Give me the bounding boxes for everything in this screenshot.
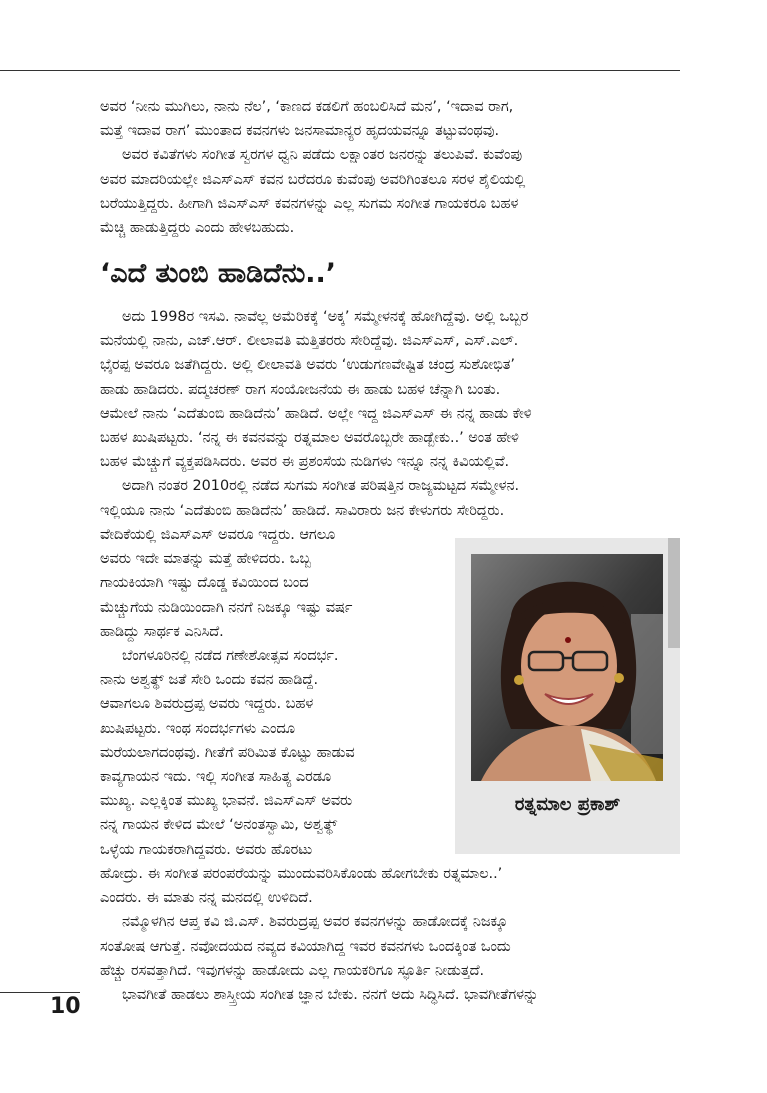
text-line: ನಮ್ಮೊಳಗಿನ ಆಪ್ತ ಕವಿ ಜಿ.ಎಸ್. ಶಿವರುದ್ರಪ್ಪ ಅವರ ಕವನಗಳನ್ನು ಹಾಡೋದಕ್ಕೆ ನಿಜಕ್ಕೂ [122, 914, 508, 931]
header-rule [0, 70, 680, 71]
text-line: ಬಹಳ ಖುಷಿಪಟ್ಟರು. ‘ನನ್ನ ಈ ಕವನವನ್ನು ರತ್ನಮಾಲ ಅವರೊಬ್ಬರೇ ಹಾಡ್ಬೇಕು..’ ಅಂತ ಹೇಳಿ [100, 430, 519, 447]
text-line: ಹಾಡಿದ್ದು ಸಾರ್ಥಕ ಎನಿಸಿದೆ. [100, 623, 224, 640]
body-text [100, 305, 680, 523]
text-line: ಇಲ್ಲಿಯೂ ನಾನು ‘ಎದೆತುಂಬಿ ಹಾಡಿದೆನು’ ಹಾಡಿದೆ. ಸಾವಿರಾರು ಜನ ಕೇಳುಗರು ಸೇರಿದ್ದರು. [100, 502, 505, 519]
text-line: ಎಂದರು. ಈ ಮಾತು ನನ್ನ ಮನದಲ್ಲಿ ಉಳಿದಿದೆ. [100, 890, 313, 907]
text-line: ಅದು 1998ರ ಇಸವಿ. ನಾವೆಲ್ಲ ಅಮೆರಿಕಕ್ಕೆ ‘ಅಕ್ಕ’ ಸಮ್ಮೇಳನಕ್ಕೆ ಹೋಗಿದ್ದೆವು. ಅಲ್ಲಿ ಒಬ್ಬರ [122, 309, 529, 325]
text-line: ಹಾಡು ಹಾಡಿದರು. ಪದ್ಮಚರಣ್ ರಾಗ ಸಂಯೋಜನೆಯ ಈ ಹಾಡು ಬಹಳ ಚೆನ್ನಾಗಿ ಬಂತು. [100, 381, 501, 398]
portrait-photo [471, 554, 663, 781]
text-line: ಮತ್ತೆ ಇದಾವ ರಾಗ’ ಮುಂತಾದ ಕವನಗಳು ಜನಸಾಮಾನ್ಯರ ಹೃದಯವನ್ನೂ ತಟ್ಟುವಂಥವು. [100, 123, 500, 140]
text-line: ನನ್ನ ಗಾಯನ ಕೇಳಿದ ಮೇಲೆ ‘ಅನಂತಸ್ವಾಮಿ, ಅಶ್ವತ್ಥ್ [100, 817, 338, 834]
text-line: ನಾನು ಅಶ್ವತ್ಥ್ ಜತೆ ಸೇರಿ ಒಂದು ಕವನ ಹಾಡಿದ್ದೆ. [100, 672, 319, 689]
text-line: ಹೆಚ್ಚು ರಸವತ್ತಾಗಿದೆ. ಇವುಗಳನ್ನು ಹಾಡೋದು ಎಲ್ಲ ಗಾಯಕರಿಗೂ ಸ್ಫೂರ್ತಿ ನೀಡುತ್ತದೆ. [100, 962, 485, 979]
text-line: ಆವಾಗಲೂ ಶಿವರುದ್ರಪ್ಪ ಅವರು ಇದ್ದರು. ಬಹಳ [100, 696, 314, 713]
text-line: ಅವರ ‘ನೀನು ಮುಗಿಲು, ನಾನು ನೆಲ’, ‘ಕಾಣದ ಕಡಲಿಗೆ ಹಂಬಲಿಸಿದೆ ಮನ’, ‘ಇದಾವ ರಾಗ, [100, 99, 514, 115]
text-line: ಸಂತೋಷ ಆಗುತ್ತೆ. ನವೋದಯದ ನವ್ಯದ ಕವಿಯಾಗಿದ್ದ ಇವರ ಕವನಗಳು ಒಂದಕ್ಕಿಂತ ಒಂದು [100, 938, 511, 955]
text-line: ಮೆಚ್ಚಿ ಹಾಡುತ್ತಿದ್ದರು ಎಂದು ಹೇಳಬಹುದು. [100, 220, 295, 237]
text-line: ಖುಷಿಪಟ್ಟರು. ಇಂಥ ಸಂದರ್ಭಗಳು ಎಂದೂ [100, 720, 295, 737]
section-heading: ‘ಎದೆ ತುಂಬಿ ಹಾಡಿದೆನು..’ [100, 258, 337, 289]
text-line: ಅವರ ಕವಿತೆಗಳು ಸಂಗೀತ ಸ್ವರಗಳ ಧ್ವನಿ ಪಡೆದು ಲಕ್ಷಾಂತರ ಜನರನ್ನು ತಲುಪಿವೆ. ಕುವೆಂಪು [122, 147, 523, 164]
wrapped-text [100, 523, 442, 862]
photo-caption: ರತ್ನಮಾಲ ಪ್ರಕಾಶ್ [514, 794, 621, 815]
text-line: ಬರೆಯುತ್ತಿದ್ದರು. ಹೀಗಾಗಿ ಜಿಎಸ್‌ಎಸ್ ಕವನಗಳನ್ನು ಎಲ್ಲ ಸುಗಮ ಸಂಗೀತ ಗಾಯಕರೂ ಬಹಳ [100, 195, 519, 212]
text-line: ಮೆಚ್ಚುಗೆಯ ನುಡಿಯಿಂದಾಗಿ ನನಗೆ ನಿಜಕ್ಕೂ ಇಷ್ಟು ವರ್ಷ [100, 599, 353, 616]
intro-text [100, 95, 680, 240]
text-line: ಒಳ್ಳೆಯ ಗಾಯಕರಾಗಿದ್ದವರು. ಅವರು ಹೊರಟು [100, 841, 313, 858]
photo-accent-bar [668, 538, 680, 648]
portrait-illustration [471, 554, 663, 781]
text-line: ಗಾಯಕಿಯಾಗಿ ಇಷ್ಟು ದೊಡ್ಡ ಕವಿಯಿಂದ ಬಂದ [100, 575, 309, 592]
text-line: ಮನೆಯಲ್ಲಿ ನಾನು, ಎಚ್.ಆರ್. ಲೀಲಾವತಿ ಮತ್ತಿತರರು ಸೇರಿದ್ದೆವು. ಜಿಎಸ್‌ಎಸ್, ಎಸ್.ಎಲ್. [100, 333, 519, 350]
text-line: ಮರೆಯಲಾಗದಂಥವು. ಗೀತೆಗೆ ಪರಿಮಿತ ಕೊಟ್ಟು ಹಾಡುವ [100, 744, 355, 761]
footer-rule [0, 992, 80, 993]
text-line: ಆಮೇಲೆ ನಾನು ‘ಎದೆತುಂಬಿ ಹಾಡಿದೆನು’ ಹಾಡಿದೆ. ಅಲ್ಲೇ ಇದ್ದ ಜಿಎಸ್‌ಎಸ್ ಈ ನನ್ನ ಹಾಡು ಕೇಳಿ [100, 405, 532, 422]
text-line: ಮುಖ್ಯ. ಎಲ್ಲಕ್ಕಿಂತ ಮುಖ್ಯ ಭಾವನೆ. ಜಿಎಸ್‌ಎಸ್ ಅವರು [100, 793, 353, 810]
text-line: ಹೋದ್ರು. ಈ ಸಂಗೀತ ಪರಂಪರೆಯನ್ನು ಮುಂದುವರಿಸಿಕೊಂಡು ಹೋಗಬೇಕು ರತ್ನಮಾಲ..’ [100, 866, 503, 882]
text-line: ಬೆಂಗಳೂರಿನಲ್ಲಿ ನಡೆದ ಗಣೇಶೋತ್ಸವ ಸಂದರ್ಭ. [122, 648, 339, 665]
text-line: ಭಾವಗೀತೆ ಹಾಡಲು ಶಾಸ್ತ್ರೀಯ ಸಂಗೀತ ಜ್ಞಾನ ಬೇಕು. ನನಗೆ ಅದು ಸಿದ್ಧಿಸಿದೆ. ಭಾವಗೀತೆಗಳನ್ನು [122, 987, 539, 1004]
text-line: ಅವರ ಮಾದರಿಯಲ್ಲೇ ಜಿಎಸ್‌ಎಸ್ ಕವನ ಬರೆದರೂ ಕುವೆಂಪು ಅವರಿಗಿಂತಲೂ ಸರಳ ಶೈಲಿಯಲ್ಲಿ [100, 171, 526, 188]
photo-box [455, 538, 680, 854]
text-line: ಬಹಳ ಮೆಚ್ಚುಗೆ ವ್ಯಕ್ತಪಡಿಸಿದರು. ಅವರ ಈ ಪ್ರಶಂಸೆಯ ನುಡಿಗಳು ಇನ್ನೂ ನನ್ನ ಕಿವಿಯಲ್ಲಿವೆ. [100, 454, 510, 471]
text-line: ಅವರು ಇದೇ ಮಾತನ್ನು ಮತ್ತೆ ಹೇಳಿದರು. ಒಬ್ಬ [100, 551, 311, 568]
text-line: ಭೈರಪ್ಪ ಅವರೂ ಜತೆಗಿದ್ದರು. ಅಲ್ಲಿ ಲೀಲಾವತಿ ಅವರು ‘ಉಡುಗಣವೇಷ್ಟಿತ ಚಂದ್ರ ಸುಶೋಭಿತ’ [100, 357, 515, 374]
text-line: ಅದಾಗಿ ನಂತರ 2010ರಲ್ಲಿ ನಡೆದ ಸುಗಮ ಸಂಗೀತ ಪರಿಷತ್ತಿನ ರಾಜ್ಯಮಟ್ಟದ ಸಮ್ಮೇಳನ. [122, 478, 520, 495]
text-line: ಕಾವ್ಯಗಾಯನ ಇದು. ಇಲ್ಲಿ ಸಂಗೀತ ಸಾಹಿತ್ಯ ಎರಡೂ [100, 769, 332, 786]
text-line: ವೇದಿಕೆಯಲ್ಲಿ ಜಿಎಸ್‌ಎಸ್ ಅವರೂ ಇದ್ದರು. ಆಗಲೂ [100, 527, 336, 543]
closing-text [100, 862, 680, 1007]
page-number: 10 [50, 994, 81, 1019]
